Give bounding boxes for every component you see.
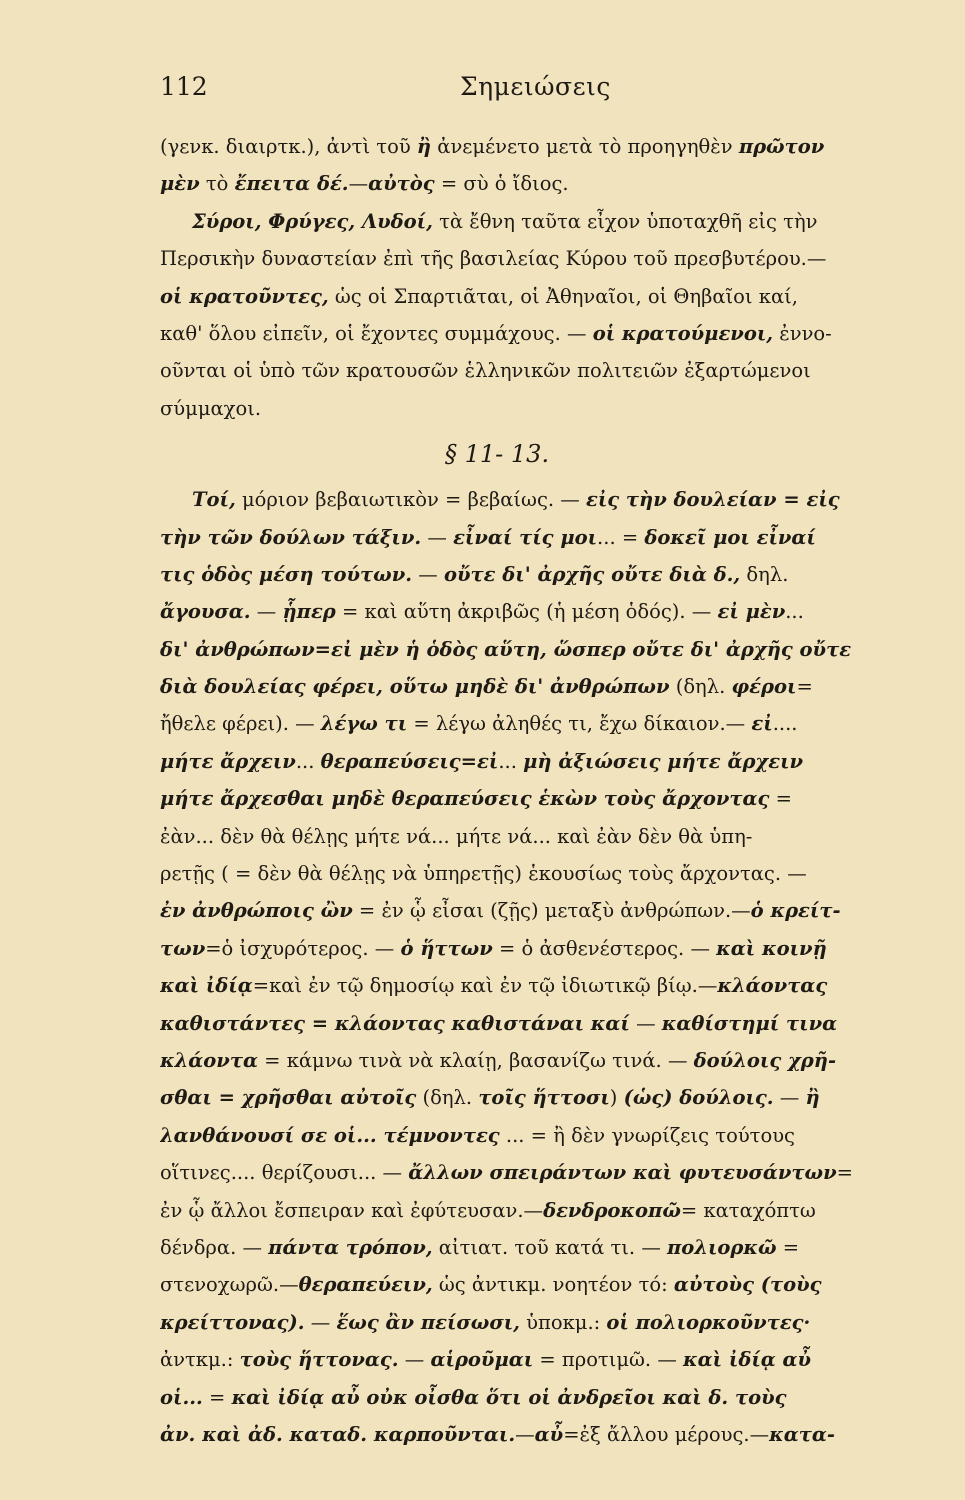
emphasized-term: εἰ μὲν	[717, 600, 786, 624]
emphasized-term: εἶναί τίς μοι	[453, 525, 598, 549]
text-line	[160, 1341, 920, 1378]
text-run: (γενκ. διαιρτκ.), ἀντὶ τοῦ	[160, 135, 417, 158]
emphasized-term: πρῶτον	[738, 135, 825, 158]
text-run: ὡς ἀντικμ. νοητέον τό:	[432, 1273, 674, 1297]
text-run: ἀντκμ.:	[160, 1348, 240, 1372]
text-line	[160, 818, 920, 855]
emphasized-term: κατα-	[769, 1422, 835, 1446]
text-run: ἤθελε φέρει). —	[160, 712, 321, 736]
text-run: ἐὰν... δὲν θὰ θέλῃς μήτε νά... μήτε νά... καὶ ἐὰν δὲν θὰ ὑπη-	[160, 824, 753, 848]
text-run: =	[769, 787, 792, 811]
emphasized-term: τις ὁδὸς μέση τούτων.	[160, 562, 413, 586]
page-number: 112	[160, 72, 208, 101]
text-run: =	[796, 675, 813, 699]
text-run: ...	[498, 749, 524, 773]
text-run: ρετῇς ( = δὲν θὰ θέλῃς νὰ ὑπηρετῇς) ἑκουσίως τοὺς ἄρχοντας. —	[160, 862, 807, 886]
emphasized-term: Τοί,	[192, 488, 236, 512]
text-line	[160, 967, 920, 1004]
emphasized-term: ὁ ἥττων	[400, 936, 493, 960]
text-line	[160, 1117, 920, 1154]
text-line	[160, 1229, 920, 1266]
text-run: )	[609, 1086, 624, 1110]
text-run: =ἐξ ἄλλου μέρους.—	[563, 1422, 770, 1446]
section-heading: § 11- 13.	[445, 440, 550, 469]
text-run: = καὶ αὕτη ἀκριβῶς (ἡ μέση ὁδός). —	[335, 600, 718, 624]
text-run: = κάμνω τινὰ νὰ κλαίῃ, βασανίζω τινά. —	[257, 1048, 694, 1072]
text-run: δηλ.	[740, 562, 789, 586]
emphasized-term: τοῖς ἥττοσι	[478, 1086, 610, 1110]
text-run: ....	[772, 712, 798, 736]
text-run: (δηλ.	[416, 1086, 479, 1110]
text-run: (δηλ.	[669, 675, 732, 699]
text-line	[160, 1304, 920, 1341]
emphasized-term: δι' ἀνθρώπων=εἰ μὲν ἡ ὁδὸς αὕτη, ὥσπερ οὔτε δι' ἀρχῆς οὔτε	[160, 637, 852, 661]
emphasized-term: κλάοντα	[160, 1048, 258, 1072]
text-line	[160, 668, 920, 705]
emphasized-term: λανθάνουσί σε οἱ... τέμνοντες	[160, 1123, 500, 1147]
emphasized-term: κρείττονας).	[160, 1310, 305, 1334]
emphasized-term: κλάοντας	[717, 974, 828, 998]
emphasized-term: ἀν. καὶ ἀδ. καταδ. καρποῦνται.	[160, 1422, 516, 1446]
text-run: =καὶ ἐν τῷ δημοσίῳ καὶ ἐν τῷ ἰδιωτικῷ βίῳ.—	[252, 974, 718, 998]
text-line	[160, 352, 920, 389]
text-run: καθ' ὅλου εἰπεῖν, οἱ ἔχοντες συμμάχους. —	[160, 321, 593, 345]
text-run: =ὁ ἰσχυρότερος. —	[205, 936, 401, 960]
text-line	[160, 240, 920, 277]
text-run: δένδρα. —	[160, 1235, 269, 1259]
text-line	[160, 593, 920, 630]
emphasized-term: δενδροκοπῶ	[543, 1198, 681, 1222]
text-run: —	[412, 562, 444, 586]
emphasized-term: καθιστάντες = κλάοντας καθιστάναι καί	[160, 1011, 630, 1035]
text-run: οἵτινες.... θερίζουσι... —	[160, 1161, 409, 1185]
emphasized-term: καὶ ἰδίᾳ αὖ	[683, 1348, 812, 1372]
text-run: = σὺ ὁ ἴδιος.	[434, 172, 569, 196]
emphasized-term: ὁ κρείτ-	[750, 899, 841, 923]
text-line	[160, 1416, 920, 1453]
text-line	[160, 1192, 920, 1229]
text-run: ...	[785, 600, 804, 624]
text-run: —	[348, 172, 369, 196]
text-run: —	[773, 1086, 806, 1110]
emphasized-term: ἔπειτα δέ.	[234, 172, 349, 196]
emphasized-term: αἱροῦμαι	[430, 1348, 534, 1372]
text-run: ... = ἢ δὲν γνωρίζεις τούτους	[499, 1123, 795, 1147]
text-run: τὸ	[199, 172, 235, 196]
text-line	[160, 165, 920, 202]
emphasized-term: των	[160, 936, 206, 960]
text-line	[160, 930, 920, 967]
text-run: —	[629, 1011, 662, 1035]
text-run: =	[836, 1161, 853, 1185]
emphasized-term: μὲν	[160, 172, 200, 196]
notes-block-after	[160, 481, 920, 1453]
text-line	[160, 519, 920, 556]
emphasized-term: αὖ	[534, 1422, 564, 1446]
text-line	[160, 128, 920, 165]
emphasized-term: (ὡς) δούλοις.	[623, 1086, 774, 1110]
emphasized-term: πολιορκῶ	[667, 1235, 777, 1259]
emphasized-term: δούλοις χρῆ-	[693, 1048, 837, 1072]
text-line	[160, 705, 920, 742]
text-run: Περσικὴν δυναστείαν ἐπὶ τῆς βασιλείας Κύρου τοῦ πρεσβυτέρου.—	[160, 247, 827, 271]
text-run: ἐν ᾧ ἄλλοι ἔσπειραν καὶ ἐφύτευσαν.—	[160, 1198, 544, 1222]
emphasized-term: οἱ πολιορκοῦντες·	[606, 1310, 811, 1334]
text-run: στενοχωρῶ.—	[160, 1273, 299, 1297]
text-run: —	[515, 1422, 535, 1446]
text-line	[160, 556, 920, 593]
text-run: οῦνται οἱ ὑπὸ τῶν κρατουσῶν ἑλληνικῶν πολιτειῶν ἐξαρτώμενοι	[160, 359, 811, 383]
emphasized-term: πάντα τρόπον,	[268, 1235, 433, 1259]
text-line	[160, 278, 920, 315]
text-line	[160, 1154, 920, 1191]
emphasized-term: μήτε ἄρχεσθαι μηδὲ θεραπεύσεις ἑκὼν τοὺς ἄρχοντας	[160, 787, 770, 811]
emphasized-term: λέγω τι	[320, 712, 408, 736]
text-run: —	[398, 1348, 431, 1372]
emphasized-term: διὰ δουλείας φέρει, οὕτω μηδὲ δι' ἀνθρώπων	[160, 675, 670, 699]
text-run: μόριον βεβαιωτικὸν = βεβαίως. —	[235, 488, 586, 512]
emphasized-term: εἰ	[751, 712, 773, 736]
emphasized-term: ἕως ἂν πείσωσι,	[336, 1310, 520, 1334]
text-run: = ἐν ᾧ εἶσαι (ζῇς) μεταξὺ ἀνθρώπων.—	[352, 899, 751, 923]
emphasized-term: φέροι	[731, 675, 797, 699]
text-line	[160, 1042, 920, 1079]
text-line	[160, 1379, 920, 1416]
emphasized-term: οὔτε δι' ἀρχῆς οὔτε διὰ δ.,	[443, 562, 741, 586]
emphasized-term: ἢ	[805, 1086, 820, 1110]
emphasized-term: οἱ κρατοῦντες,	[160, 284, 329, 308]
emphasized-term: μήτε ἄρχειν	[160, 749, 296, 773]
text-run: = προτιμῶ. —	[533, 1348, 684, 1372]
text-run: —	[421, 525, 454, 549]
text-line	[160, 1005, 920, 1042]
emphasized-term: ἢ	[416, 135, 432, 158]
emphasized-term: θεραπεύειν,	[298, 1273, 433, 1297]
text-run: ...	[295, 749, 321, 773]
emphasized-term: ἄγουσα.	[160, 600, 251, 624]
text-line	[160, 631, 920, 668]
text-run: —	[304, 1310, 337, 1334]
emphasized-term: τὴν τῶν δούλων τάξιν.	[160, 525, 422, 549]
text-run: σύμμαχοι.	[160, 396, 262, 420]
text-line	[160, 203, 920, 240]
text-run: = λέγω ἀληθές τι, ἔχω δίκαιον.—	[407, 712, 752, 736]
emphasized-term: ᾗπερ	[282, 600, 336, 624]
text-line	[160, 1266, 920, 1303]
emphasized-term: ἐν ἀνθρώποις ὢν	[160, 899, 353, 923]
emphasized-term: καὶ κοινῇ	[716, 936, 827, 960]
emphasized-term: μὴ ἀξιώσεις μήτε ἄρχειν	[523, 749, 804, 773]
emphasized-term: ἄλλων σπειράντων καὶ φυτευσάντων	[408, 1161, 837, 1185]
running-title: Σημειώσεις	[460, 72, 611, 101]
text-line	[160, 892, 920, 929]
text-line	[160, 780, 920, 817]
emphasized-term: θεραπεύσεις=εἰ	[320, 749, 499, 773]
text-run: ἐννο-	[773, 321, 832, 345]
page-header	[160, 72, 920, 112]
emphasized-term: αὐτοὺς (τοὺς	[673, 1273, 822, 1297]
text-line	[160, 743, 920, 780]
text-run: τὰ ἔθνη ταῦτα εἶχον ὑποταχθῆ εἰς τὴν	[432, 209, 818, 233]
text-run: = καταχόπτω	[680, 1198, 816, 1222]
emphasized-term: Σύροι, Φρύγες, Λυδοί,	[192, 209, 433, 233]
notes-block-before	[160, 128, 920, 427]
emphasized-term: τοὺς ἥττονας.	[239, 1348, 399, 1372]
text-line	[160, 390, 920, 427]
emphasized-term: οἱ...	[160, 1385, 203, 1409]
emphasized-term: σθαι = χρῆσθαι αὐτοῖς	[160, 1086, 417, 1110]
emphasized-term: δοκεῖ μοι εἶναί	[644, 525, 816, 549]
text-run: —	[250, 600, 283, 624]
text-run: ... =	[597, 525, 645, 549]
emphasized-term: καθίστημί τινα	[661, 1011, 838, 1035]
emphasized-term: οἱ κρατούμενοι,	[592, 321, 774, 345]
text-run: =	[202, 1385, 232, 1409]
text-line	[160, 855, 920, 892]
emphasized-term: εἰς τὴν δουλείαν = εἰς	[585, 488, 840, 512]
text-line	[160, 1079, 920, 1116]
text-line	[160, 481, 920, 518]
emphasized-term: αὐτὸς	[368, 172, 435, 196]
text-line	[160, 315, 920, 352]
emphasized-term: καὶ ἰδίᾳ αὖ οὐκ οἶσθα ὅτι οἱ ἀνδρεῖοι καὶ δ. τοὺς	[231, 1385, 787, 1409]
emphasized-term: καὶ ἰδίᾳ	[160, 974, 253, 998]
text-run: ἀνεμένετο μετὰ τὸ προηγηθὲν	[431, 135, 739, 158]
text-run: =	[776, 1235, 800, 1259]
text-run: ὡς οἱ Σπαρτιᾶται, οἱ Ἀθηναῖοι, οἱ Θηβαῖοι καί,	[328, 284, 798, 308]
page-body	[160, 128, 920, 1453]
text-run: = ὁ ἀσθενέστερος. —	[492, 936, 717, 960]
text-run: ὑποκμ.:	[519, 1310, 607, 1334]
text-run: αἰτιατ. τοῦ κατά τι. —	[432, 1235, 668, 1259]
